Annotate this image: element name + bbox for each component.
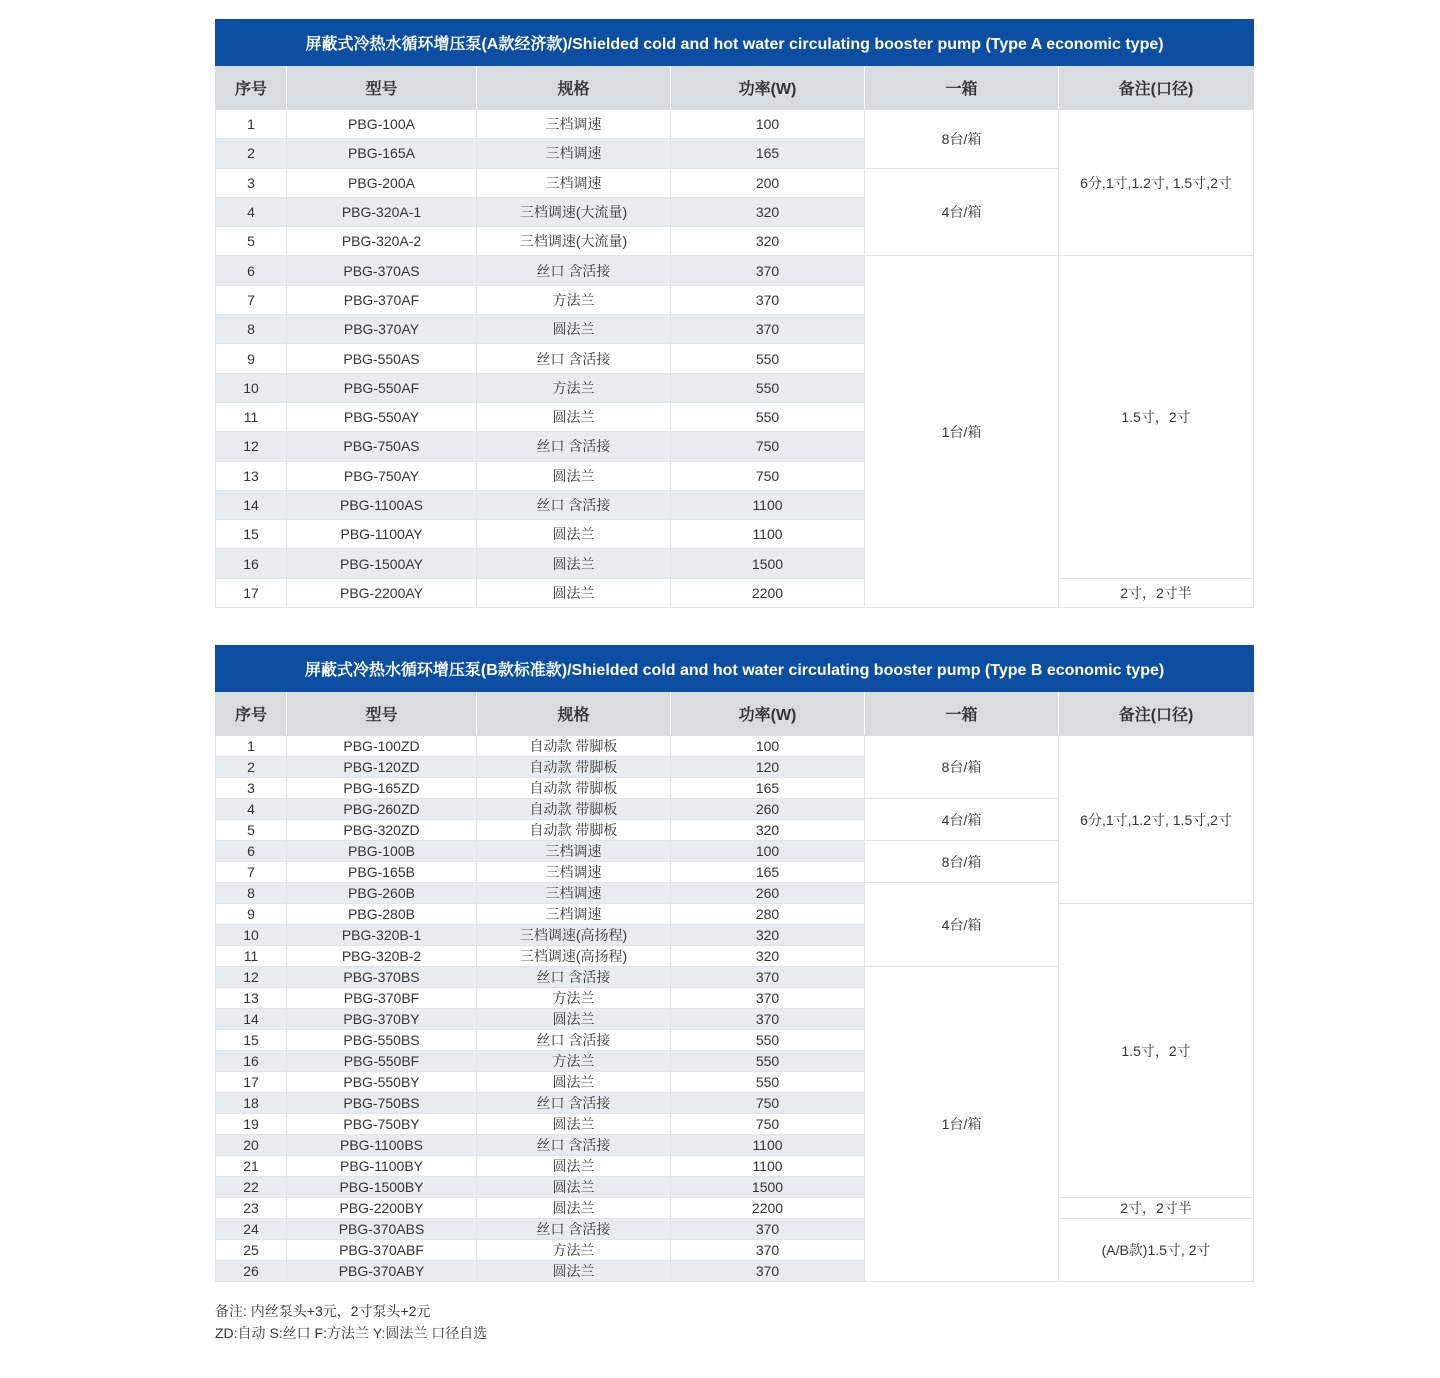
cell-index: 12 <box>216 432 287 461</box>
cell-index: 17 <box>216 578 287 607</box>
cell-index: 4 <box>216 799 287 820</box>
table-row <box>216 256 1254 285</box>
cell-spec: 三档调速(大流量) <box>477 197 671 226</box>
cell-index: 21 <box>216 1156 287 1177</box>
table-header-row <box>216 692 1254 736</box>
cell-power: 280 <box>671 904 865 925</box>
cell-index: 22 <box>216 1177 287 1198</box>
cell-power: 550 <box>671 1072 865 1093</box>
cell-index: 26 <box>216 1261 287 1282</box>
cell-note-caliber: 1.5寸，2寸 <box>1059 256 1254 578</box>
cell-index: 8 <box>216 883 287 904</box>
table-row <box>216 736 1254 757</box>
column-header: 序号 <box>216 692 287 736</box>
cell-model: PBG-750BS <box>287 1093 477 1114</box>
column-header: 备注(口径) <box>1059 692 1254 736</box>
table-title-row <box>216 646 1254 692</box>
cell-index: 6 <box>216 256 287 285</box>
cell-box-qty: 8台/箱 <box>865 110 1059 169</box>
cell-spec: 三档调速 <box>477 904 671 925</box>
cell-index: 16 <box>216 549 287 578</box>
table-row <box>216 110 1254 139</box>
cell-spec: 三档调速(高扬程) <box>477 925 671 946</box>
cell-model: PBG-550BF <box>287 1051 477 1072</box>
column-header: 一箱 <box>865 66 1059 110</box>
cell-note-caliber: 6分,1寸,1.2寸, 1.5寸,2寸 <box>1059 736 1254 904</box>
cell-index: 9 <box>216 904 287 925</box>
cell-box-qty: 1台/箱 <box>865 967 1059 1282</box>
pump-table-a <box>215 19 1254 608</box>
cell-model: PBG-280B <box>287 904 477 925</box>
cell-spec: 丝口 含活接 <box>477 1219 671 1240</box>
cell-model: PBG-120ZD <box>287 757 477 778</box>
cell-model: PBG-1500AY <box>287 549 477 578</box>
cell-model: PBG-100A <box>287 110 477 139</box>
cell-model: PBG-370ABY <box>287 1261 477 1282</box>
cell-note-caliber: 2寸，2寸半 <box>1059 1198 1254 1219</box>
cell-model: PBG-260B <box>287 883 477 904</box>
cell-power: 550 <box>671 1051 865 1072</box>
cell-model: PBG-750AY <box>287 461 477 490</box>
cell-spec: 自动款 带脚板 <box>477 757 671 778</box>
cell-power: 750 <box>671 1093 865 1114</box>
note-line-1: 备注: 内丝泵头+3元，2寸泵头+2元 <box>215 1303 431 1319</box>
cell-model: PBG-370BS <box>287 967 477 988</box>
cell-model: PBG-165A <box>287 139 477 168</box>
cell-spec: 方法兰 <box>477 285 671 314</box>
cell-index: 17 <box>216 1072 287 1093</box>
cell-model: PBG-550BS <box>287 1030 477 1051</box>
cell-spec: 圆法兰 <box>477 520 671 549</box>
cell-model: PBG-320A-1 <box>287 197 477 226</box>
cell-power: 260 <box>671 883 865 904</box>
column-header: 型号 <box>287 66 477 110</box>
column-header: 型号 <box>287 692 477 736</box>
cell-model: PBG-2200AY <box>287 578 477 607</box>
pump-table-b <box>215 645 1254 1282</box>
cell-model: PBG-320B-2 <box>287 946 477 967</box>
cell-power: 320 <box>671 820 865 841</box>
cell-power: 750 <box>671 1114 865 1135</box>
cell-model: PBG-750BY <box>287 1114 477 1135</box>
cell-index: 18 <box>216 1093 287 1114</box>
cell-index: 14 <box>216 490 287 519</box>
cell-index: 2 <box>216 757 287 778</box>
cell-spec: 方法兰 <box>477 1240 671 1261</box>
cell-spec: 丝口 含活接 <box>477 1030 671 1051</box>
cell-spec: 丝口 含活接 <box>477 1093 671 1114</box>
cell-spec: 方法兰 <box>477 1051 671 1072</box>
cell-box-qty: 8台/箱 <box>865 841 1059 883</box>
cell-spec: 圆法兰 <box>477 1177 671 1198</box>
table-row <box>216 904 1254 925</box>
cell-spec: 三档调速(大流量) <box>477 227 671 256</box>
cell-box-qty: 4台/箱 <box>865 168 1059 256</box>
cell-index: 9 <box>216 344 287 373</box>
cell-model: PBG-165ZD <box>287 778 477 799</box>
cell-index: 15 <box>216 1030 287 1051</box>
cell-index: 4 <box>216 197 287 226</box>
cell-spec: 三档调速(高扬程) <box>477 946 671 967</box>
cell-spec: 自动款 带脚板 <box>477 799 671 820</box>
cell-index: 8 <box>216 315 287 344</box>
cell-spec: 三档调速 <box>477 110 671 139</box>
cell-index: 13 <box>216 461 287 490</box>
cell-index: 1 <box>216 110 287 139</box>
cell-model: PBG-260ZD <box>287 799 477 820</box>
note-line-2: ZD:自动 S:丝口 F:方法兰 Y:圆法兰 口径自选 <box>215 1325 488 1341</box>
column-header: 规格 <box>477 66 671 110</box>
cell-power: 370 <box>671 1219 865 1240</box>
cell-power: 370 <box>671 1009 865 1030</box>
cell-model: PBG-370BF <box>287 988 477 1009</box>
cell-spec: 圆法兰 <box>477 461 671 490</box>
cell-index: 12 <box>216 967 287 988</box>
cell-spec: 圆法兰 <box>477 1261 671 1282</box>
cell-box-qty: 1台/箱 <box>865 256 1059 608</box>
cell-power: 1500 <box>671 549 865 578</box>
cell-model: PBG-1500BY <box>287 1177 477 1198</box>
cell-note-caliber: 1.5寸，2寸 <box>1059 904 1254 1198</box>
cell-index: 1 <box>216 736 287 757</box>
cell-power: 550 <box>671 402 865 431</box>
table-title-row <box>216 20 1254 66</box>
cell-index: 13 <box>216 988 287 1009</box>
cell-model: PBG-200A <box>287 168 477 197</box>
cell-index: 5 <box>216 820 287 841</box>
cell-index: 7 <box>216 285 287 314</box>
cell-spec: 圆法兰 <box>477 402 671 431</box>
cell-power: 550 <box>671 1030 865 1051</box>
cell-model: PBG-370AS <box>287 256 477 285</box>
cell-model: PBG-320A-2 <box>287 227 477 256</box>
cell-model: PBG-1100AS <box>287 490 477 519</box>
cell-power: 2200 <box>671 578 865 607</box>
column-header: 功率(W) <box>671 692 865 736</box>
footnotes <box>215 1300 487 1344</box>
table-header-row <box>216 66 1254 110</box>
cell-model: PBG-370ABF <box>287 1240 477 1261</box>
cell-power: 1100 <box>671 520 865 549</box>
cell-power: 100 <box>671 736 865 757</box>
cell-note-caliber: 6分,1寸,1.2寸, 1.5寸,2寸 <box>1059 110 1254 256</box>
cell-power: 370 <box>671 1261 865 1282</box>
cell-spec: 自动款 带脚板 <box>477 820 671 841</box>
cell-index: 10 <box>216 925 287 946</box>
cell-model: PBG-550AY <box>287 402 477 431</box>
cell-power: 550 <box>671 373 865 402</box>
cell-index: 3 <box>216 778 287 799</box>
cell-spec: 方法兰 <box>477 373 671 402</box>
cell-index: 23 <box>216 1198 287 1219</box>
cell-box-qty: 4台/箱 <box>865 799 1059 841</box>
cell-box-qty: 4台/箱 <box>865 883 1059 967</box>
cell-spec: 丝口 含活接 <box>477 344 671 373</box>
table-row <box>216 1198 1254 1219</box>
cell-index: 15 <box>216 520 287 549</box>
cell-power: 2200 <box>671 1198 865 1219</box>
cell-note-caliber: (A/B款)1.5寸, 2寸 <box>1059 1219 1254 1282</box>
cell-spec: 三档调速 <box>477 139 671 168</box>
cell-power: 260 <box>671 799 865 820</box>
cell-spec: 圆法兰 <box>477 1072 671 1093</box>
column-header: 序号 <box>216 66 287 110</box>
cell-spec: 三档调速 <box>477 168 671 197</box>
cell-power: 100 <box>671 110 865 139</box>
cell-power: 750 <box>671 461 865 490</box>
cell-power: 1100 <box>671 1156 865 1177</box>
cell-power: 1500 <box>671 1177 865 1198</box>
table-row <box>216 578 1254 607</box>
cell-index: 7 <box>216 862 287 883</box>
cell-index: 11 <box>216 402 287 431</box>
cell-spec: 圆法兰 <box>477 1198 671 1219</box>
cell-spec: 丝口 含活接 <box>477 1135 671 1156</box>
cell-model: PBG-370ABS <box>287 1219 477 1240</box>
cell-model: PBG-100B <box>287 841 477 862</box>
cell-spec: 圆法兰 <box>477 315 671 344</box>
cell-index: 25 <box>216 1240 287 1261</box>
cell-model: PBG-320ZD <box>287 820 477 841</box>
cell-index: 2 <box>216 139 287 168</box>
cell-model: PBG-1100BS <box>287 1135 477 1156</box>
cell-index: 14 <box>216 1009 287 1030</box>
cell-spec: 丝口 含活接 <box>477 432 671 461</box>
cell-spec: 圆法兰 <box>477 1114 671 1135</box>
cell-power: 550 <box>671 344 865 373</box>
cell-spec: 丝口 含活接 <box>477 967 671 988</box>
cell-power: 370 <box>671 256 865 285</box>
cell-spec: 自动款 带脚板 <box>477 778 671 799</box>
cell-spec: 丝口 含活接 <box>477 490 671 519</box>
cell-spec: 三档调速 <box>477 841 671 862</box>
cell-model: PBG-370AY <box>287 315 477 344</box>
column-header: 一箱 <box>865 692 1059 736</box>
table-row <box>216 1219 1254 1240</box>
cell-index: 16 <box>216 1051 287 1072</box>
cell-power: 165 <box>671 862 865 883</box>
cell-spec: 自动款 带脚板 <box>477 736 671 757</box>
cell-model: PBG-165B <box>287 862 477 883</box>
cell-model: PBG-370AF <box>287 285 477 314</box>
cell-power: 320 <box>671 227 865 256</box>
cell-model: PBG-1100BY <box>287 1156 477 1177</box>
cell-power: 1100 <box>671 490 865 519</box>
cell-power: 320 <box>671 946 865 967</box>
cell-model: PBG-2200BY <box>287 1198 477 1219</box>
cell-spec: 方法兰 <box>477 988 671 1009</box>
table-title: 屏蔽式冷热水循环增压泵(A款经济款)/Shielded cold and hot water circulating booster pump (Type A economic type) <box>216 20 1254 66</box>
cell-index: 10 <box>216 373 287 402</box>
cell-spec: 圆法兰 <box>477 578 671 607</box>
cell-box-qty: 8台/箱 <box>865 736 1059 799</box>
cell-index: 11 <box>216 946 287 967</box>
cell-model: PBG-550BY <box>287 1072 477 1093</box>
cell-power: 370 <box>671 1240 865 1261</box>
cell-power: 370 <box>671 315 865 344</box>
cell-index: 6 <box>216 841 287 862</box>
cell-spec: 三档调速 <box>477 862 671 883</box>
column-header: 规格 <box>477 692 671 736</box>
cell-index: 3 <box>216 168 287 197</box>
cell-power: 320 <box>671 925 865 946</box>
cell-model: PBG-550AS <box>287 344 477 373</box>
cell-power: 120 <box>671 757 865 778</box>
cell-model: PBG-100ZD <box>287 736 477 757</box>
column-header: 功率(W) <box>671 66 865 110</box>
cell-spec: 圆法兰 <box>477 1156 671 1177</box>
cell-model: PBG-320B-1 <box>287 925 477 946</box>
cell-power: 165 <box>671 778 865 799</box>
cell-spec: 圆法兰 <box>477 549 671 578</box>
cell-model: PBG-370BY <box>287 1009 477 1030</box>
cell-model: PBG-1100AY <box>287 520 477 549</box>
cell-power: 1100 <box>671 1135 865 1156</box>
cell-power: 165 <box>671 139 865 168</box>
table-title: 屏蔽式冷热水循环增压泵(B款标准款)/Shielded cold and hot water circulating booster pump (Type B economic type) <box>216 646 1254 692</box>
cell-spec: 丝口 含活接 <box>477 256 671 285</box>
cell-note-caliber: 2寸，2寸半 <box>1059 578 1254 607</box>
cell-model: PBG-750AS <box>287 432 477 461</box>
column-header: 备注(口径) <box>1059 66 1254 110</box>
cell-spec: 三档调速 <box>477 883 671 904</box>
cell-power: 320 <box>671 197 865 226</box>
cell-model: PBG-550AF <box>287 373 477 402</box>
cell-index: 24 <box>216 1219 287 1240</box>
cell-index: 5 <box>216 227 287 256</box>
cell-power: 200 <box>671 168 865 197</box>
cell-power: 370 <box>671 967 865 988</box>
cell-spec: 圆法兰 <box>477 1009 671 1030</box>
cell-index: 19 <box>216 1114 287 1135</box>
cell-power: 100 <box>671 841 865 862</box>
cell-index: 20 <box>216 1135 287 1156</box>
cell-power: 370 <box>671 285 865 314</box>
cell-power: 370 <box>671 988 865 1009</box>
cell-power: 750 <box>671 432 865 461</box>
